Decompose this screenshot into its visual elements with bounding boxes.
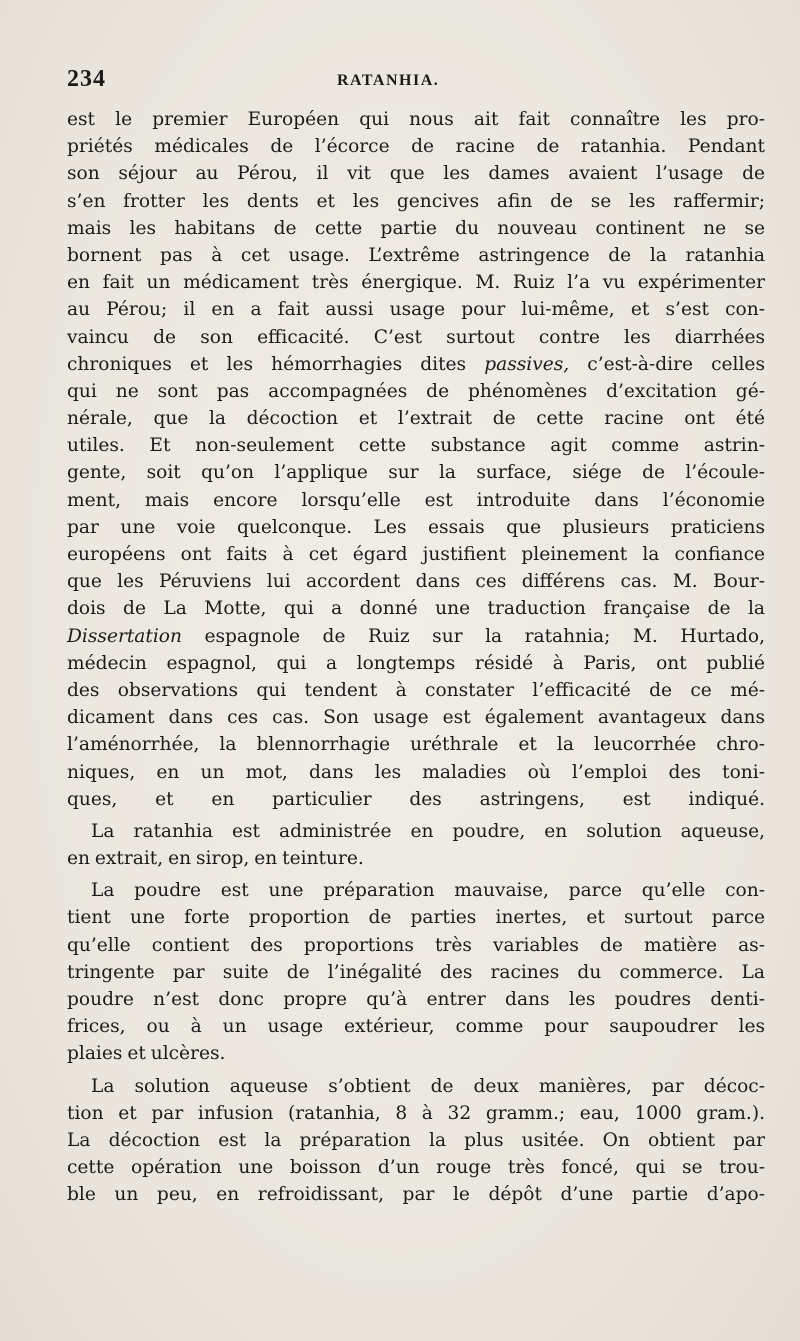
paragraph <box>67 106 765 813</box>
text-line <box>67 818 765 845</box>
line-text: son séjour au Pérou, il vit que les dames avaient l’usage de <box>67 163 765 185</box>
line-text: tringente par suite de l’inégalité des racines du commerce. La <box>67 961 765 983</box>
line-text: médecin espagnol, qui a longtemps résidé à Paris, ont publié <box>67 652 765 674</box>
text-line <box>67 677 765 704</box>
text-line <box>67 904 765 931</box>
text-line <box>67 324 765 351</box>
text-line <box>67 296 765 323</box>
text-line <box>67 1040 765 1067</box>
text-line <box>67 1013 765 1040</box>
text-line <box>67 378 765 405</box>
line-text: que les Péruviens lui accordent dans ces différens cas. M. Bour- <box>67 571 765 593</box>
line-text: niques, en un mot, dans les maladies où l’emploi des toni- <box>67 761 765 783</box>
text-line <box>67 731 765 758</box>
line-text: La ratanhia est administrée en poudre, en solution aqueuse, <box>91 820 765 842</box>
text-line <box>67 432 765 459</box>
paragraph <box>67 877 765 1067</box>
line-text: cette opération une boisson d’un rouge très foncé, qui se trou- <box>67 1157 765 1179</box>
text-line <box>67 595 765 622</box>
line-text: espagnole de Ruiz sur la ratahnia; M. Hurtado, <box>181 625 765 647</box>
line-text: mais les habitans de cette partie du nouveau continent ne se <box>67 217 765 239</box>
line-text: La décoction est la préparation la plus usitée. On obtient par <box>67 1129 765 1151</box>
line-text: l’aménorrhée, la blennorrhagie uréthrale et la leucorrhée chro- <box>67 734 765 756</box>
text-line <box>67 351 765 378</box>
text-line <box>67 568 765 595</box>
line-text: en extrait, en sirop, en teinture. <box>67 848 364 870</box>
line-text: est le premier Européen qui nous ait fait connaître les pro- <box>67 109 765 130</box>
line-text: La solution aqueuse s’obtient de deux manières, par décoc- <box>91 1075 765 1097</box>
text-line <box>67 1100 765 1127</box>
line-text: frices, ou à un usage extérieur, comme pour saupoudrer les <box>67 1016 765 1038</box>
line-text: ques, et en particulier des astringens, est indiqué. <box>67 788 765 810</box>
text-line <box>67 650 765 677</box>
line-text: au Pérou; il en a fait aussi usage pour lui-même, et s’est con- <box>67 299 765 321</box>
paragraph <box>67 818 765 872</box>
text-line <box>67 786 765 813</box>
line-text: s’en frotter les dents et les gencives afin de se les raffermir; <box>67 190 765 212</box>
line-text: ment, mais encore lorsqu’elle est introduite dans l’économie <box>67 489 765 511</box>
line-text: en fait un médicament très énergique. M. Ruiz l’a vu expérimenter <box>67 272 765 294</box>
text-line <box>67 459 765 486</box>
line-text: gente, soit qu’on l’applique sur la surface, siége de l’écoule- <box>67 462 765 484</box>
line-text: qui ne sont pas accompagnées de phénomènes d’excitation gé- <box>67 380 765 402</box>
line-text: utiles. Et non-seulement cette substance agit comme astrin- <box>67 435 765 457</box>
text-line <box>67 877 765 904</box>
line-text: tient une forte proportion de parties inertes, et surtout parce <box>67 907 765 929</box>
line-text: des observations qui tendent à constater l’efficacité de ce mé- <box>67 679 765 701</box>
text-line <box>67 845 765 872</box>
text-line <box>67 487 765 514</box>
text-line <box>67 215 765 242</box>
text-line <box>67 1073 765 1100</box>
text-line <box>67 160 765 187</box>
page-number: 234 <box>67 66 106 92</box>
text-line <box>67 623 765 650</box>
line-text: qu’elle contient des proportions très variables de matière as- <box>67 934 765 956</box>
line-text: ble un peu, en refroidissant, par le dépôt d’une partie d’apo- <box>67 1184 765 1206</box>
text-line <box>67 1127 765 1154</box>
line-text: européens ont faits à cet égard justifient pleinement la confiance <box>67 544 765 565</box>
text-line <box>67 932 765 959</box>
running-head: RATANHIA. <box>337 72 440 89</box>
text-line <box>67 704 765 731</box>
text-line <box>67 1154 765 1181</box>
line-text: par une voie quelconque. Les essais que plusieurs praticiens <box>67 516 765 538</box>
line-text: plaies et ulcères. <box>67 1043 226 1065</box>
line-text: poudre n’est donc propre qu’à entrer dans les poudres denti- <box>67 989 765 1010</box>
line-text: nérale, que la décoction et l’extrait de cette racine ont été <box>67 408 765 430</box>
line-text: chroniques et les hémorrhagies dites <box>67 353 485 375</box>
line-text: bornent pas à cet usage. L’extrême astringence de la ratanhia <box>67 244 765 266</box>
text-line <box>67 242 765 269</box>
text-line <box>67 133 765 160</box>
line-text: vaincu de son efficacité. C’est surtout contre les diarrhées <box>67 326 765 348</box>
italic-text: Dissertation <box>67 625 182 647</box>
page-header <box>67 66 755 100</box>
line-text: dicament dans ces cas. Son usage est également avantageux dans <box>67 707 765 729</box>
line-text: La poudre est une préparation mauvaise, parce qu’elle con- <box>91 880 765 902</box>
paragraph <box>67 1073 765 1209</box>
text-line <box>67 1181 765 1208</box>
body-text <box>67 106 765 1209</box>
text-line <box>67 106 765 133</box>
text-line <box>67 269 765 296</box>
text-line <box>67 188 765 215</box>
text-line <box>67 759 765 786</box>
text-line <box>67 959 765 986</box>
line-text: tion et par infusion (ratanhia, 8 à 32 gramm.; eau, 1000 gram.). <box>67 1102 765 1124</box>
text-line <box>67 514 765 541</box>
text-line <box>67 541 765 568</box>
line-text: c’est-à-dire celles <box>569 353 765 375</box>
italic-text: passives, <box>484 353 570 375</box>
line-text: priétés médicales de l’écorce de racine de ratanhia. Pendant <box>67 136 765 158</box>
text-line <box>67 405 765 432</box>
line-text: dois de La Motte, qui a donné une traduction française de la <box>67 598 765 620</box>
text-line <box>67 986 765 1013</box>
